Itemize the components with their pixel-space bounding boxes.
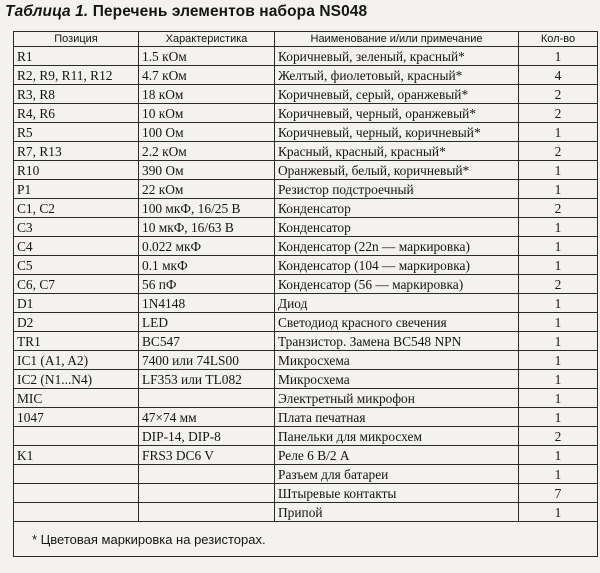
table-row [14, 275, 598, 294]
cell-characteristic: 100 Ом [139, 123, 275, 142]
cell-position: C3 [14, 218, 139, 237]
table-row [14, 427, 598, 446]
cell-position: R3, R8 [14, 85, 139, 104]
cell-position: IC1 (A1, A2) [14, 351, 139, 370]
cell-name-note: Конденсатор (104 — маркировка) [275, 256, 519, 275]
cell-quantity: 1 [519, 237, 598, 256]
cell-name-note: Электретный микрофон [275, 389, 519, 408]
cell-characteristic: 390 Ом [139, 161, 275, 180]
cell-quantity: 4 [519, 66, 598, 85]
parts-table-container [13, 31, 598, 557]
cell-name-note: Оранжевый, белый, коричневый* [275, 161, 519, 180]
cell-name-note: Конденсатор (22n — маркировка) [275, 237, 519, 256]
cell-name-note: Разъем для батареи [275, 465, 519, 484]
cell-characteristic: 18 кОм [139, 85, 275, 104]
table-row [14, 180, 598, 199]
table-row [14, 199, 598, 218]
cell-quantity: 1 [519, 256, 598, 275]
cell-position: P1 [14, 180, 139, 199]
cell-name-note: Микросхема [275, 370, 519, 389]
cell-quantity: 2 [519, 85, 598, 104]
cell-name-note: Светодиод красного свечения [275, 313, 519, 332]
table-row [14, 104, 598, 123]
cell-name-note: Коричневый, зеленый, красный* [275, 47, 519, 66]
cell-quantity: 1 [519, 503, 598, 522]
cell-position: IC2 (N1...N4) [14, 370, 139, 389]
cell-characteristic [139, 503, 275, 522]
cell-position [14, 465, 139, 484]
cell-name-note: Микросхема [275, 351, 519, 370]
table-title-label: Таблица 1. [5, 3, 89, 20]
cell-position: 1047 [14, 408, 139, 427]
table-row [14, 351, 598, 370]
cell-quantity: 7 [519, 484, 598, 503]
table-row [14, 446, 598, 465]
cell-quantity: 1 [519, 389, 598, 408]
cell-quantity: 2 [519, 199, 598, 218]
cell-position: R5 [14, 123, 139, 142]
cell-position: R10 [14, 161, 139, 180]
cell-quantity: 2 [519, 427, 598, 446]
cell-quantity: 1 [519, 123, 598, 142]
cell-quantity: 1 [519, 294, 598, 313]
footnote-row [14, 522, 598, 557]
cell-quantity: 1 [519, 446, 598, 465]
table-row [14, 408, 598, 427]
table-title [5, 3, 367, 21]
cell-quantity: 2 [519, 275, 598, 294]
cell-position: R7, R13 [14, 142, 139, 161]
cell-name-note: Диод [275, 294, 519, 313]
cell-name-note: Коричневый, серый, оранжевый* [275, 85, 519, 104]
cell-name-note: Припой [275, 503, 519, 522]
cell-characteristic: 0.022 мкФ [139, 237, 275, 256]
cell-position: TR1 [14, 332, 139, 351]
table-row [14, 161, 598, 180]
cell-position [14, 503, 139, 522]
parts-table [13, 31, 598, 557]
cell-name-note: Конденсатор [275, 218, 519, 237]
cell-characteristic [139, 389, 275, 408]
cell-name-note: Красный, красный, красный* [275, 142, 519, 161]
cell-position: R1 [14, 47, 139, 66]
parts-table-body [14, 47, 598, 522]
footnote: * Цветовая маркировка на резисторах. [14, 522, 598, 557]
header-row [14, 32, 598, 47]
table-row [14, 123, 598, 142]
table-row [14, 332, 598, 351]
table-row [14, 85, 598, 104]
cell-quantity: 2 [519, 104, 598, 123]
cell-characteristic: LED [139, 313, 275, 332]
cell-characteristic: LF353 или TL082 [139, 370, 275, 389]
table-row [14, 465, 598, 484]
cell-position: D2 [14, 313, 139, 332]
table-row [14, 256, 598, 275]
cell-name-note: Конденсатор (56 — маркировка) [275, 275, 519, 294]
cell-position: C1, C2 [14, 199, 139, 218]
cell-quantity: 1 [519, 332, 598, 351]
table-row [14, 218, 598, 237]
table-row [14, 503, 598, 522]
header-characteristic: Характеристика [139, 32, 275, 47]
cell-quantity: 1 [519, 370, 598, 389]
cell-name-note: Конденсатор [275, 199, 519, 218]
cell-position: MIC [14, 389, 139, 408]
table-row [14, 370, 598, 389]
cell-name-note: Штыревые контакты [275, 484, 519, 503]
cell-quantity: 1 [519, 351, 598, 370]
cell-position: R4, R6 [14, 104, 139, 123]
cell-position: C5 [14, 256, 139, 275]
cell-name-note: Резистор подстроечный [275, 180, 519, 199]
cell-name-note: Панельки для микросхем [275, 427, 519, 446]
cell-quantity: 1 [519, 180, 598, 199]
cell-characteristic: 4.7 кОм [139, 66, 275, 85]
table-row [14, 142, 598, 161]
cell-characteristic: BC547 [139, 332, 275, 351]
table-title-text: Перечень элементов набора NS048 [92, 3, 368, 20]
cell-characteristic: FRS3 DC6 V [139, 446, 275, 465]
cell-name-note: Желтый, фиолетовый, красный* [275, 66, 519, 85]
cell-characteristic: 56 пФ [139, 275, 275, 294]
cell-position: K1 [14, 446, 139, 465]
cell-characteristic [139, 484, 275, 503]
cell-quantity: 1 [519, 218, 598, 237]
cell-position: C4 [14, 237, 139, 256]
cell-position: R2, R9, R11, R12 [14, 66, 139, 85]
cell-characteristic: 47×74 мм [139, 408, 275, 427]
cell-characteristic: 100 мкФ, 16/25 В [139, 199, 275, 218]
cell-quantity: 1 [519, 161, 598, 180]
cell-characteristic: 1.5 кОм [139, 47, 275, 66]
cell-characteristic: 7400 или 74LS00 [139, 351, 275, 370]
cell-quantity: 2 [519, 142, 598, 161]
cell-name-note: Коричневый, черный, оранжевый* [275, 104, 519, 123]
cell-quantity: 1 [519, 313, 598, 332]
table-row [14, 389, 598, 408]
cell-characteristic: 1N4148 [139, 294, 275, 313]
table-row [14, 47, 598, 66]
cell-position [14, 427, 139, 446]
cell-characteristic: 0.1 мкФ [139, 256, 275, 275]
cell-characteristic: DIP-14, DIP-8 [139, 427, 275, 446]
cell-name-note: Коричневый, черный, коричневый* [275, 123, 519, 142]
table-row [14, 294, 598, 313]
cell-characteristic: 2.2 кОм [139, 142, 275, 161]
cell-characteristic: 10 мкФ, 16/63 В [139, 218, 275, 237]
cell-characteristic: 22 кОм [139, 180, 275, 199]
cell-quantity: 1 [519, 408, 598, 427]
table-row [14, 484, 598, 503]
header-quantity: Кол-во [519, 32, 598, 47]
table-row [14, 237, 598, 256]
cell-position: D1 [14, 294, 139, 313]
header-name-note: Наименование и/или примечание [275, 32, 519, 47]
cell-position: C6, C7 [14, 275, 139, 294]
cell-characteristic [139, 465, 275, 484]
cell-characteristic: 10 кОм [139, 104, 275, 123]
cell-quantity: 1 [519, 47, 598, 66]
table-row [14, 313, 598, 332]
table-row [14, 66, 598, 85]
cell-name-note: Транзистор. Замена BC548 NPN [275, 332, 519, 351]
header-position: Позиция [14, 32, 139, 47]
cell-quantity: 1 [519, 465, 598, 484]
cell-name-note: Плата печатная [275, 408, 519, 427]
cell-position [14, 484, 139, 503]
cell-name-note: Реле 6 В/2 А [275, 446, 519, 465]
